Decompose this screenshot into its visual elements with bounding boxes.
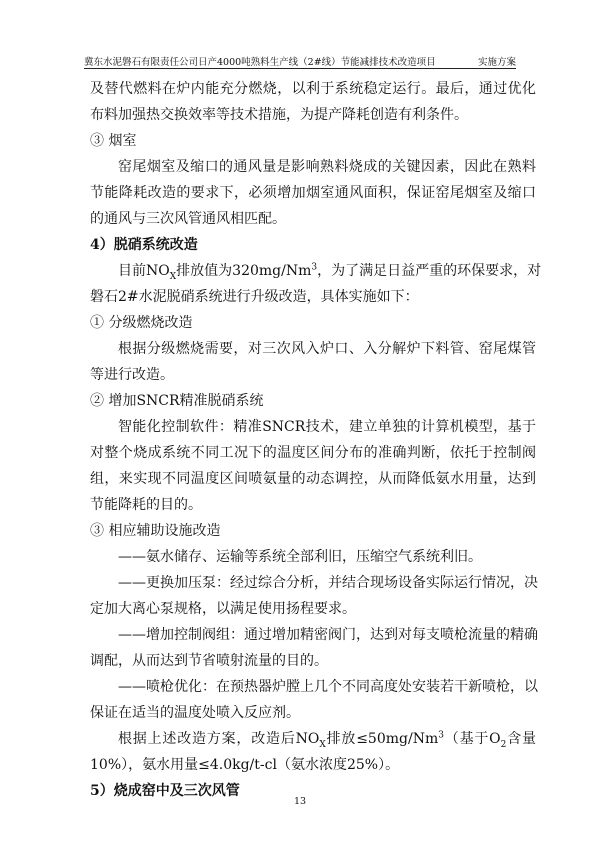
item-heading-auxiliary: ③ 相应辅助设施改造 <box>90 523 221 539</box>
superscript: 3 <box>311 262 318 273</box>
dash-item-line: 保证在适当的温度处喷入反应剂。 <box>90 705 300 721</box>
item-heading-staged-combustion: ① 分级燃烧改造 <box>90 315 193 331</box>
text-run: 根据上述改造方案，改造后NO <box>118 731 320 747</box>
paragraph-line: 节能降耗的目的。 <box>90 497 202 513</box>
header-title: 冀东水泥磐石有限责任公司日产4000吨熟料生产线（2#线）节能减排技术改造项目 <box>84 57 436 68</box>
paragraph-line: 布料加强热交换效率等技术措施，为提产降耗创造有利条件。 <box>90 107 468 123</box>
subscript: X <box>319 739 326 750</box>
paragraph-line: 磐石2#水泥脱硝系统进行升级改造，具体实施如下： <box>90 289 419 305</box>
section-heading-kiln: 5）烧成窑中及三次风管 <box>90 783 240 799</box>
dash-item-line: 定加大离心泵规格，以满足使用扬程要求。 <box>90 601 356 617</box>
text-run: （基于O <box>443 731 501 747</box>
dash-item-line: ——喷枪优化：在预热器炉膛上几个不同高度处安装若干新喷枪，以 <box>118 679 538 695</box>
page-number: 13 <box>293 796 307 807</box>
paragraph-line: 窑尾烟室及缩口的通风量是影响熟料烧成的关键因素，因此在熟料 <box>118 159 536 175</box>
item-heading-flue-chamber: ③ 烟室 <box>90 133 137 149</box>
paragraph-line-nox <box>90 258 542 284</box>
page-body <box>90 76 542 804</box>
section-heading-denitration: 4）脱硝系统改造 <box>90 237 198 253</box>
page-header <box>84 50 516 68</box>
superscript: 3 <box>438 730 444 741</box>
subscript: 2 <box>500 739 507 750</box>
dash-item-line: ——氨水储存、运输等系统全部利旧，压缩空气系统利旧。 <box>118 549 482 565</box>
paragraph-line: 对整个烧成系统不同工况下的温度区间分布的准确判断，依托于控制阀 <box>90 445 536 461</box>
header-section: 实施方案 <box>477 57 516 68</box>
dash-item-line: ——增加控制阀组：通过增加精密阀门，达到对每支喷枪流量的精确 <box>118 627 538 643</box>
paragraph-line: 10%），氨水用量≤4.0kg/t-cl（氨水浓度25%）。 <box>90 757 400 773</box>
dash-item-line: 调配，从而达到节省喷射流量的目的。 <box>90 653 328 669</box>
dash-item-line: ——更换加压泵：经过综合分析，并结合现场设备实际运行情况，决 <box>118 575 538 591</box>
paragraph-line: 及替代燃料在炉内能充分燃烧，以利于系统稳定运行。最后，通过优化 <box>90 81 536 97</box>
header-rule <box>84 68 516 69</box>
paragraph-line: 组，来实现不同温度区间喷氨量的动态调控，从而降低氨水用量，达到 <box>90 471 536 487</box>
paragraph-line: 等进行改造。 <box>90 367 174 383</box>
text-run: 目前NO <box>118 263 170 279</box>
paragraph-line: 节能降耗改造的要求下，必须增加烟室通风面积，保证窑尾烟室及缩口 <box>90 185 536 201</box>
paragraph-line: 智能化控制软件：精准SNCR技术，建立单独的计算机模型，基于 <box>118 419 536 435</box>
text-run: 排放值为320mg/Nm <box>176 263 312 279</box>
paragraph-line: 的通风与三次风管通风相匹配。 <box>90 211 286 227</box>
text-run: ，为了满足日益严重的环保要求，对 <box>317 263 542 279</box>
paragraph-line: 根据分级燃烧需要，对三次风入炉口、入分解炉下料管、窑尾煤管 <box>118 341 536 357</box>
text-run: 排放≤50mg/Nm <box>325 731 439 747</box>
paragraph-line-result <box>90 726 536 752</box>
text-run: 含量 <box>506 731 537 747</box>
subscript: X <box>169 271 177 282</box>
item-heading-sncr: ② 增加SNCR精准脱硝系统 <box>90 393 264 409</box>
